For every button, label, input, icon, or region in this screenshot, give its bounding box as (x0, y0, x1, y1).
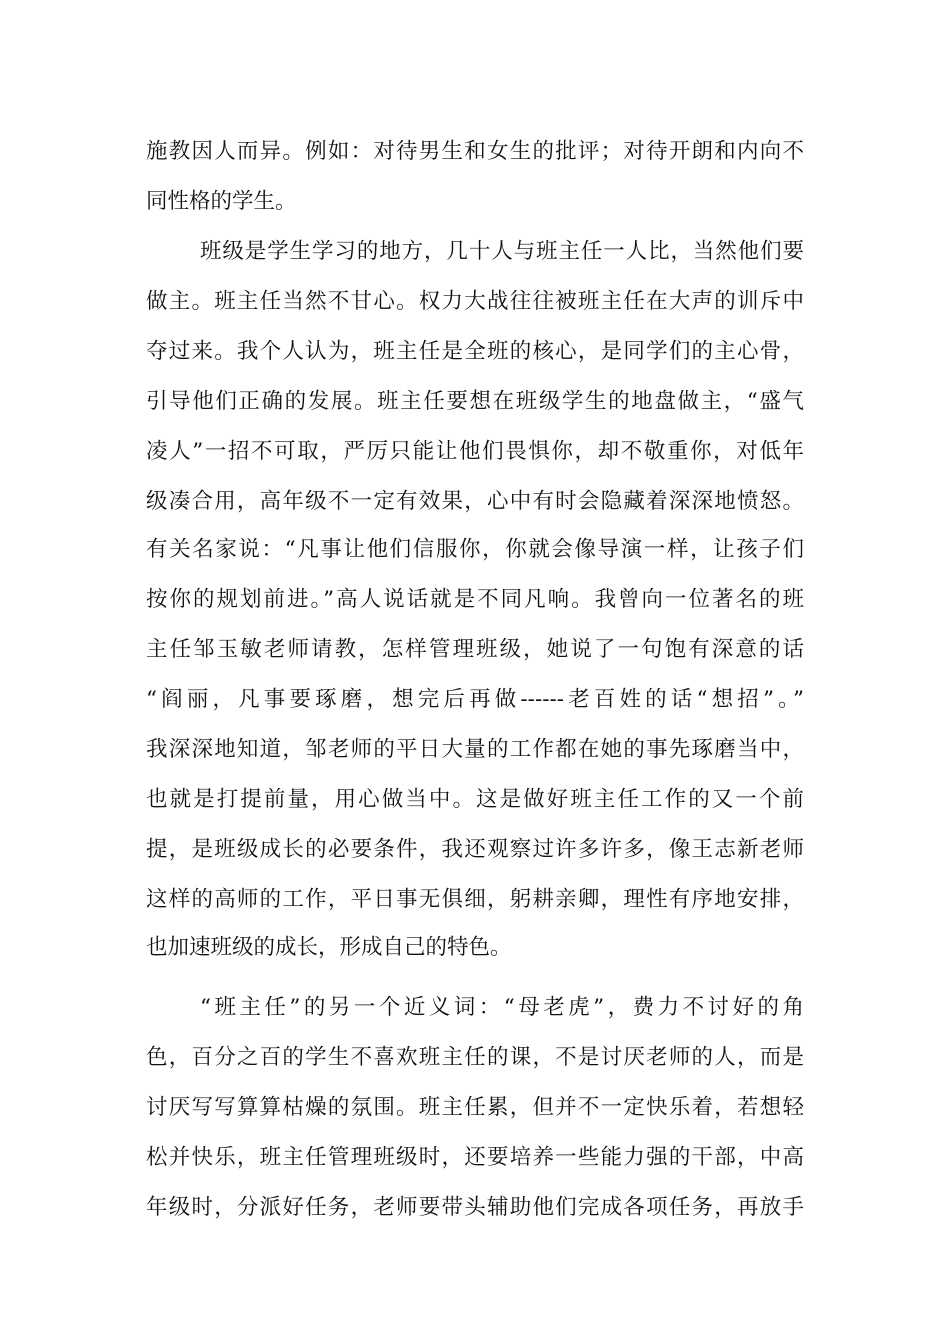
text-line: 也就是打提前量，用心做当中。这是做好班主任工作的又一个前 (146, 787, 804, 812)
text-line: 级凑合用，高年级不一定有效果，心中有时会隐藏着深深地愤怒。 (146, 489, 804, 514)
text-line: 讨厌写写算算枯燥的氛围。班主任累，但并不一定快乐着，若想轻 (146, 1095, 804, 1120)
text-line: 按你的规划前进。”高人说话就是不同凡响。我曾向一位著名的班 (146, 587, 804, 612)
text-line: 班级是学生学习的地方，几十人与班主任一人比，当然他们要 (200, 239, 804, 264)
text-line: 施教因人而异。例如：对待男生和女生的批评；对待开朗和内向不 (146, 139, 804, 164)
text-line: 也加速班级的成长，形成自己的特色。 (146, 935, 512, 960)
text-line: 做主。班主任当然不甘心。权力大战往往被班主任在大声的训斥中 (146, 289, 804, 314)
text-line: 松并快乐，班主任管理班级时，还要培养一些能力强的干部，中高 (146, 1145, 804, 1170)
text-line: 年级时，分派好任务，老师要带头辅助他们完成各项任务，再放手 (146, 1195, 804, 1220)
text-line: 我深深地知道，邹老师的平日大量的工作都在她的事先琢磨当中， (146, 737, 804, 762)
text-line: 这样的高师的工作，平日事无俱细，躬耕亲卿，理性有序地安排， (146, 887, 804, 912)
text-line: 引导他们正确的发展。班主任要想在班级学生的地盘做主，“盛气 (146, 389, 804, 414)
text-line: 主任邹玉敏老师请教，怎样管理班级，她说了一句饱有深意的话 (146, 637, 804, 662)
text-line: 色，百分之百的学生不喜欢班主任的课，不是讨厌老师的人，而是 (146, 1045, 804, 1070)
text-line: 提，是班级成长的必要条件，我还观察过许多许多，像王志新老师 (146, 837, 804, 862)
text-line: 夺过来。我个人认为，班主任是全班的核心，是同学们的主心骨， (146, 339, 804, 364)
text-line: 同性格的学生。 (146, 189, 297, 214)
text-line: 有关名家说：“凡事让他们信服你，你就会像导演一样，让孩子们 (146, 537, 804, 562)
text-line: “班主任”的另一个近义词：“母老虎”，费力不讨好的角 (200, 995, 804, 1020)
text-line: 凌人”一招不可取，严厉只能让他们畏惧你，却不敬重你，对低年 (146, 439, 804, 464)
text-line: “阎丽，凡事要琢磨，想完后再做------老百姓的话“想招”。” (146, 687, 804, 712)
